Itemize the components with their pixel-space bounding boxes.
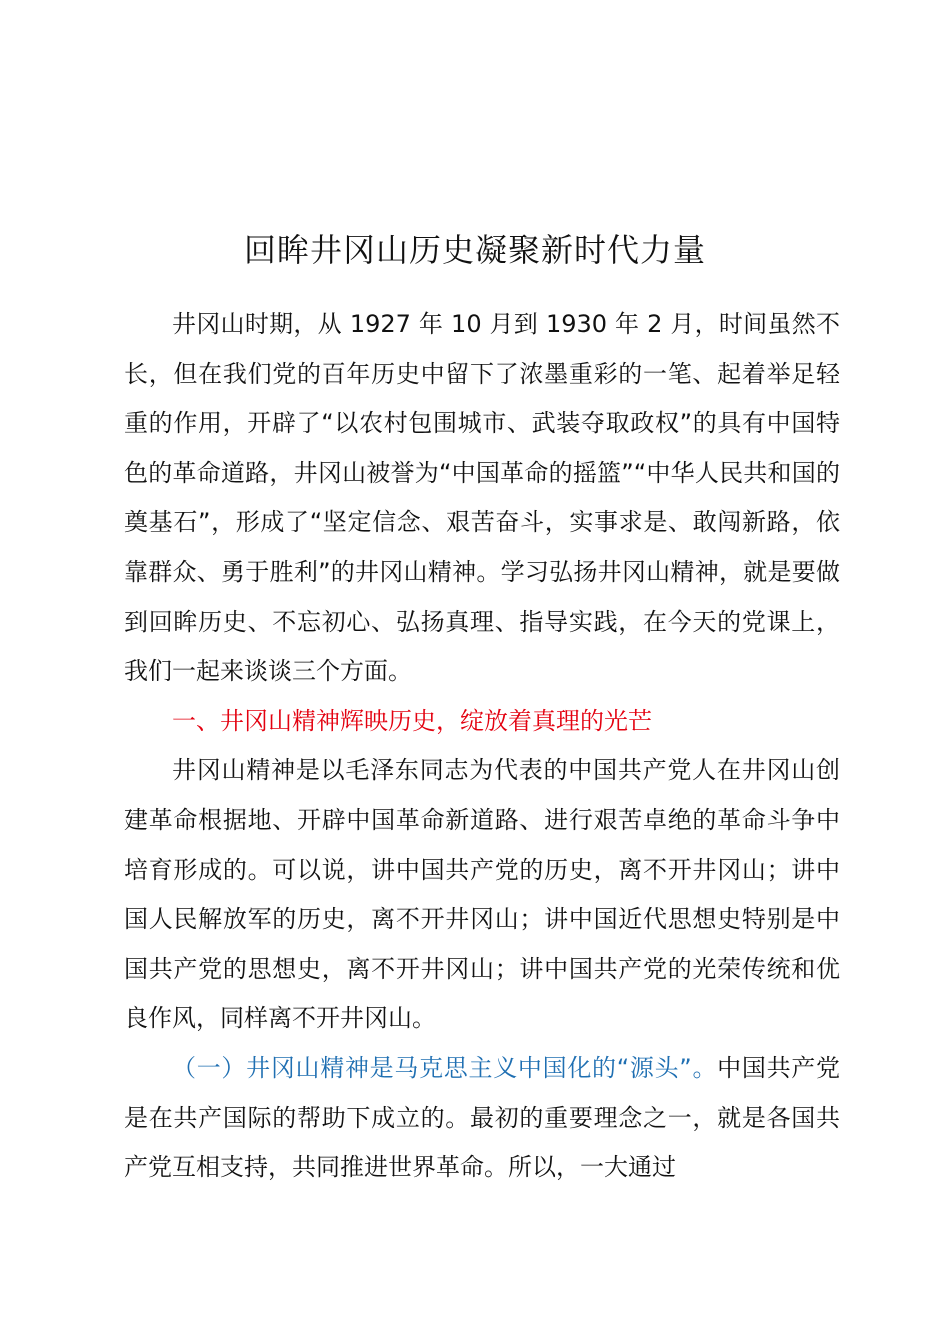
page-title: 回眸井冈山历史凝聚新时代力量: [243, 231, 706, 269]
section-1-paragraph: 井冈山精神是以毛泽东同志为代表的中国共产党人在井冈山创建革命根据地、开辟中国革命新道路、进行艰苦卓绝的革命斗争中培育形成的。可以说，讲中国共产党的历史，离不开井冈山；讲中国人民解放军的历史，离不开井冈山；讲中国近代思想史特别是中国共产党的思想史，离不开井冈山；讲中国共产党的光荣传统和优良作风，同样离不开井冈山。: [124, 756, 840, 1033]
subsection-heading-1: （一）井冈山精神是马克思主义中国化的“源头”。: [172, 1053, 718, 1082]
section-heading-1: 一、井冈山精神辉映历史，绽放着真理的光芒: [172, 706, 652, 735]
subsection-1-text: 中国共产党是在共产国际的帮助下成立的。最初的重要理念之一，就是各国共产党互相支持，共同推进世界革命。所以，一大通过: [124, 1053, 841, 1182]
document-body: [124, 300, 840, 1193]
subsection-1-paragraph: [124, 1044, 840, 1193]
intro-paragraph: 井冈山时期，从 1927 年 10 月到 1930 年 2 月，时间虽然不长，但在我们党的百年历史中留下了浓墨重彩的一笔、起着举足轻重的作用，开辟了“以农村包围城市、武装夺取政权”的具有中国特色的革命道路，井冈山被誉为“中国革命的摇篮”“中华人民共和国的奠基石”，形成了“坚定信念、艰苦奋斗，实事求是、敢闯新路，依靠群众、勇于胜利”的井冈山精神。学习弘扬井冈山精神，就是要做到回眸历史、不忘初心、弘扬真理、指导实践，在今天的党课上，我们一起来谈谈三个方面。: [124, 310, 840, 686]
